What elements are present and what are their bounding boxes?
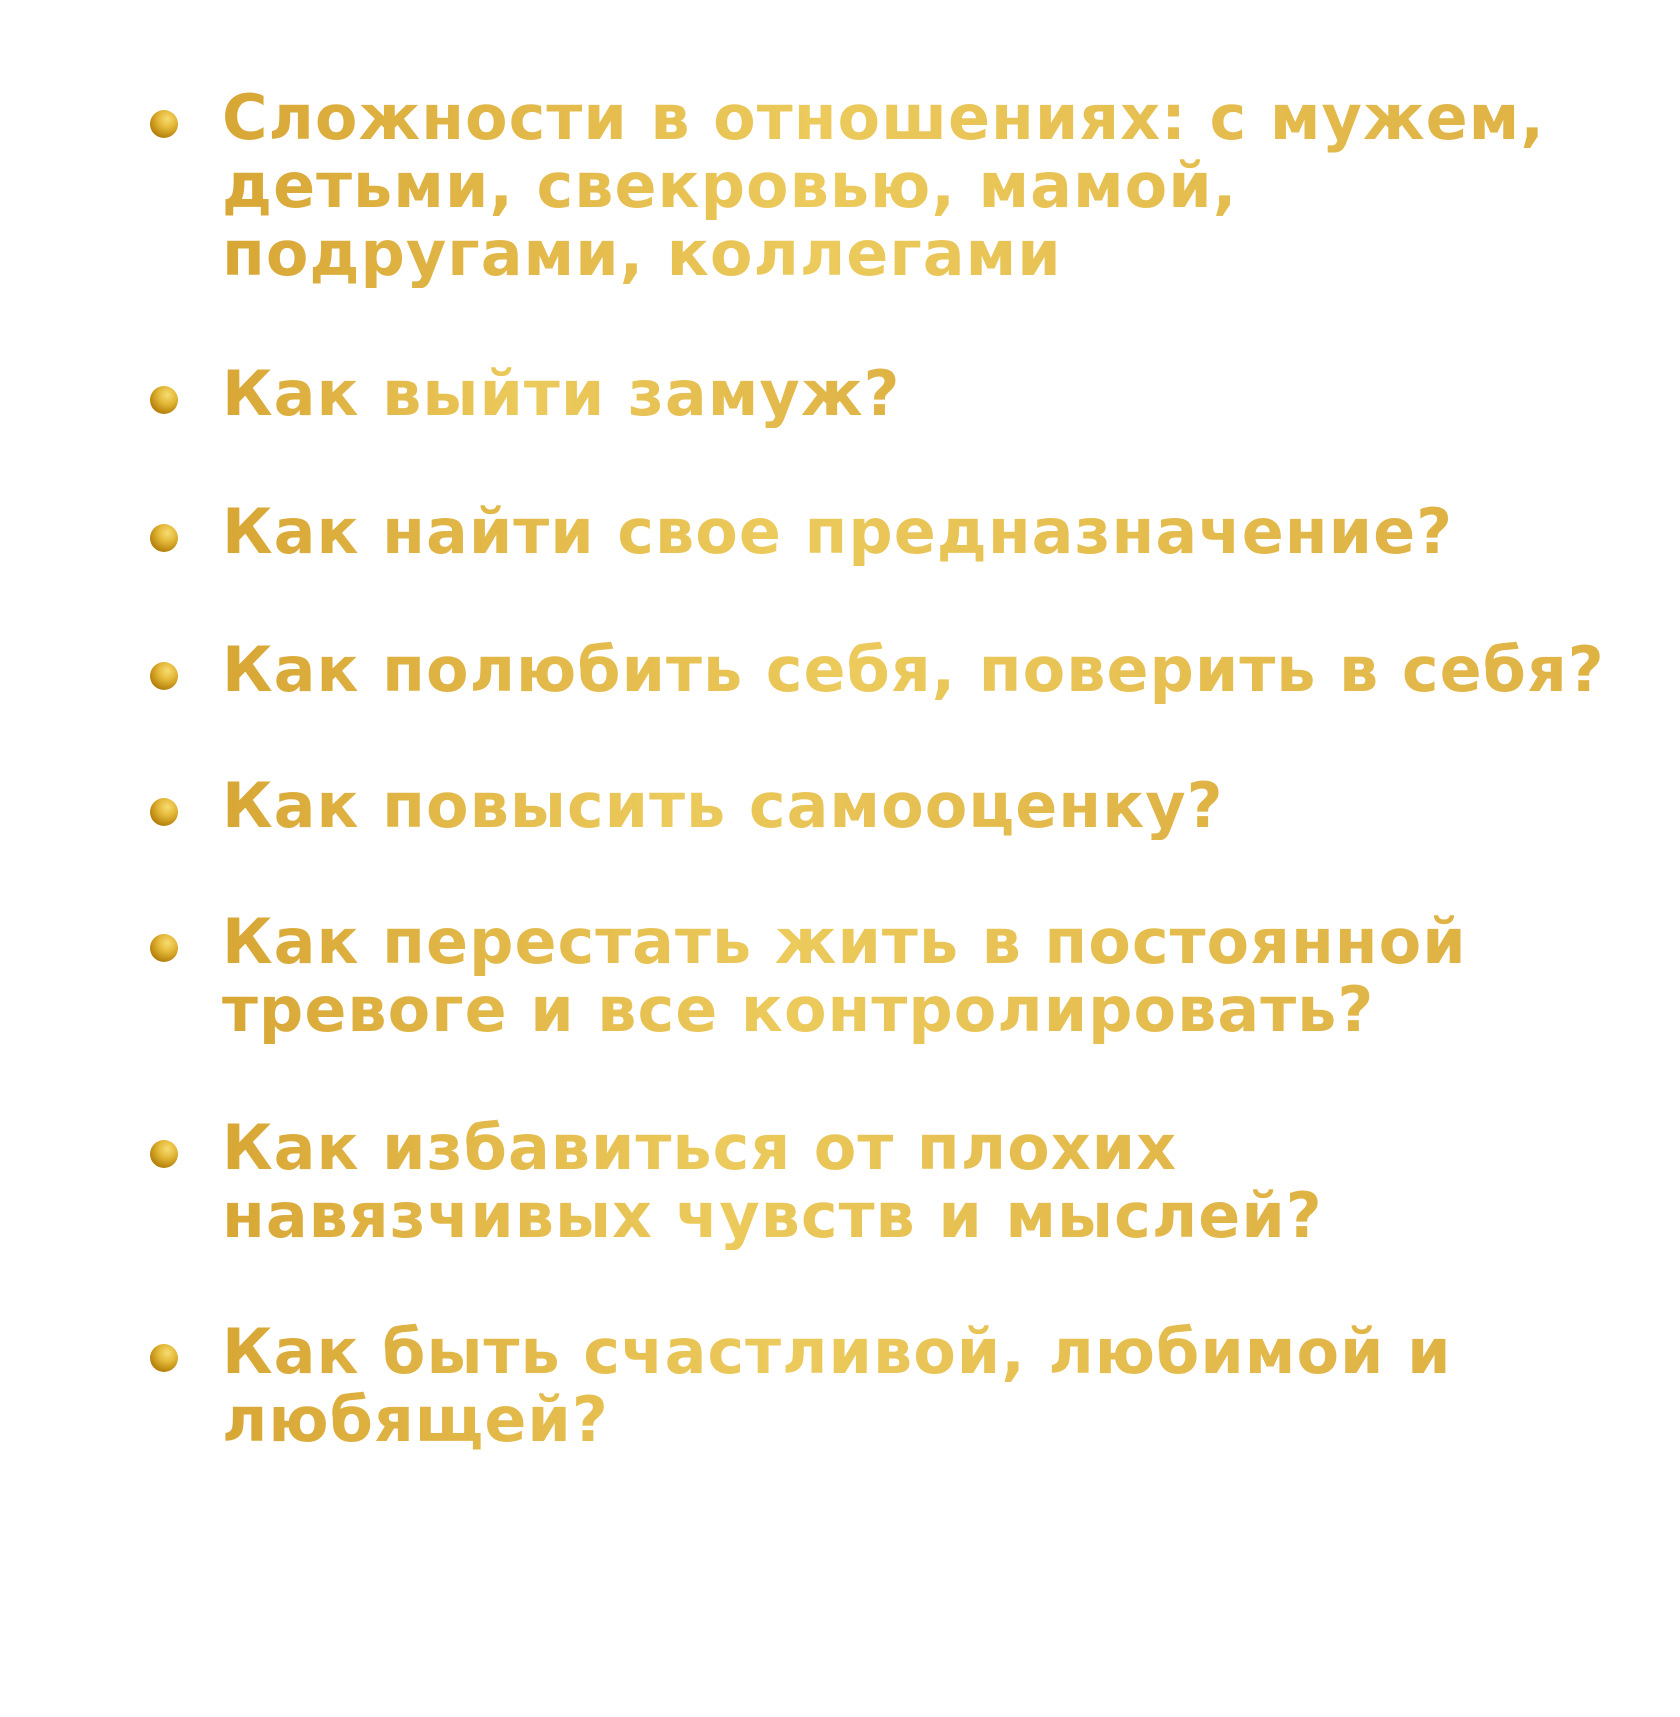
bullet-icon [150,1140,178,1168]
list-item-line: Как быть счастливой, любимой и [222,1315,1452,1388]
list-item-text [222,81,1545,290]
list-item-line: тревоге и все контролировать? [222,973,1375,1046]
list-item-line: детьми, свекровью, мамой, [222,149,1238,222]
bullet-icon [150,662,178,690]
list-item-line: Как повысить самооценку? [222,769,1224,842]
list-item [150,1315,1650,1456]
list-item [150,633,1650,706]
list-item-text [222,769,1224,842]
list-item-text [222,495,1454,568]
list-item-text [222,1315,1452,1456]
list-item-line: подругами, коллегами [222,217,1062,290]
bullet-icon [150,1344,178,1372]
list-item-text [222,1111,1323,1252]
list-item-line: Как избавиться от плохих [222,1111,1178,1184]
list-item [150,81,1650,290]
list-item-line: Как найти свое предназначение? [222,495,1454,568]
list-item-line: навязчивых чувств и мыслей? [222,1179,1323,1252]
list-item [150,769,1650,842]
bullet-icon [150,386,178,414]
list-item [150,905,1650,1046]
bullet-icon [150,110,178,138]
list-item-line: Как полюбить себя, поверить в себя? [222,633,1605,706]
bullet-icon [150,934,178,962]
list-item-line: Как выйти замуж? [222,357,901,430]
list-item [150,1111,1650,1252]
list-item-text [222,905,1467,1046]
list-item [150,357,1650,430]
list-item-line: Как перестать жить в постоянной [222,905,1467,978]
list-item-text [222,357,901,430]
list-item [150,495,1650,568]
list-item-text [222,633,1605,706]
bullet-icon [150,524,178,552]
list-item-line: любящей? [222,1383,609,1456]
list-item-line: Сложности в отношениях: с мужем, [222,81,1545,154]
bullet-icon [150,798,178,826]
